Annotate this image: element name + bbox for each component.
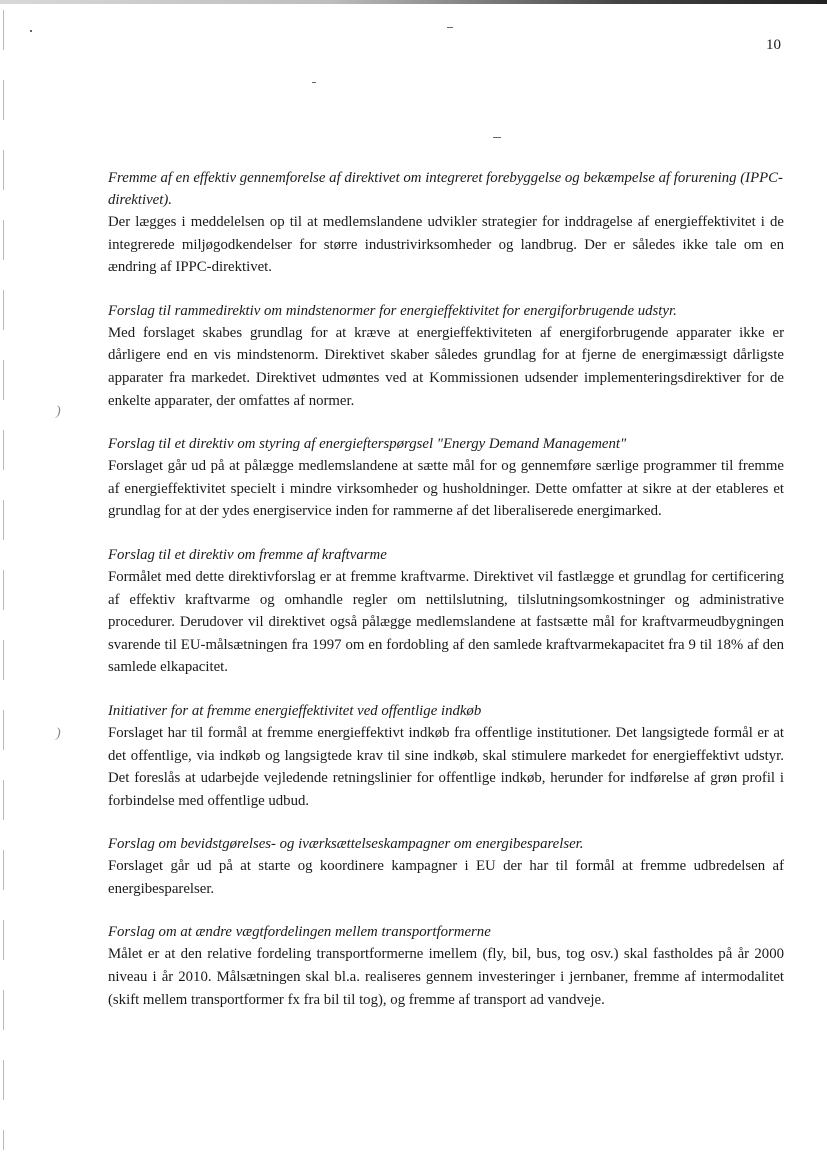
left-scan-edge: [3, 10, 4, 1150]
section-public-procurement: [108, 700, 784, 812]
section-body: Målet er at den relative fordeling transportformerne imellem (fly, bil, bus, tog osv.) skal fastholdes på år 2000 niveau i år 2010. Målsætningen skal bl.a. realiseres gennem investeringer i jernbaner, fremme af intermodalitet (skift mellem transportformer fx fra bil til tog), og fremme af transport ad vandveje.: [108, 946, 784, 1008]
section-demand-management: [108, 433, 784, 523]
section-body: Forslaget går ud på at starte og koordinere kampagner i EU der har til formål at fremme udbredelsen af energibesparelser.: [108, 858, 784, 897]
scan-speck: [30, 30, 32, 32]
section-cogeneration: [108, 544, 784, 679]
scan-speck: [312, 82, 316, 83]
scan-speck: [447, 27, 453, 28]
top-scan-rule: [0, 0, 827, 4]
section-transport-modes: [108, 921, 784, 1011]
section-title: Forslag til et direktiv om styring af energiefterspørgsel "Energy Demand Management": [108, 436, 627, 453]
margin-mark: ): [56, 404, 61, 419]
page-number: 10: [766, 37, 781, 53]
section-title: Forslag til et direktiv om fremme af kraftvarme: [108, 546, 387, 563]
section-body: Der lægges i meddelelsen op til at medlemslandene udvikler strategier for inddragelse af energieffektivitet i de integrerede miljøgodkendelser for større industrivirksomheder og landbrug. Der er således ikke tale om en ændring af IPPC-direktivet.: [108, 214, 784, 276]
section-title: Initiativer for at fremme energieffektivitet ved offentlige indkøb: [108, 702, 482, 719]
scan-speck: [493, 137, 501, 138]
section-body: Med forslaget skabes grundlag for at kræve at energieffektiviteten af energiforbrugende apparater ikke er dårligere end en vis mindstenorm. Direktivet skaber således grundlag for at fjerne de energimæssigt dårligste apparater fra markedet. Direktivet udmøntes ved at Kommissionen udsender implementeringsdirektiver for de enkelte apparater, der omfattes af normer.: [108, 324, 784, 409]
margin-mark: ): [56, 726, 61, 741]
section-body: Formålet med dette direktivforslag er at fremme kraftvarme. Direktivet vil fastlægge et grundlag for certificering af effektiv kraftvarme og omhandle regler om nettilslutning, tilslutningsomkostninger og administrative procedurer. Derudover vil direktivet også pålægge medlemslandene at fastsætte mål for kraftvarmeudbygningen svarende til EU-målsætningen fra 1997 om en fordobling af den samlede kraftvarmekapacitet fra 9 til 18% af den samlede elkapacitet.: [108, 568, 784, 676]
section-ippc: [108, 167, 784, 279]
section-title: Forslag om bevidstgørelses- og iværksættelseskampagner om energibesparelser.: [108, 836, 584, 853]
section-body: Forslaget går ud på at pålægge medlemslandene at sætte mål for og gennemføre særlige programmer til fremme af energieffektivitet specielt i mindre virksomheder og husholdninger. Dette omfatter at sikre at der etableres et grundlag for at der ydes energiservice inden for rammerne af det liberaliserede energimarked.: [108, 458, 784, 520]
section-title: Forslag til rammedirektiv om mindstenormer for energieffektivitet for energiforbrugende udstyr.: [108, 302, 677, 319]
section-minimum-standards: [108, 300, 784, 412]
document-body: [108, 167, 784, 1032]
section-title: Forslag om at ændre vægtfordelingen mellem transportformerne: [108, 924, 491, 941]
section-title: Fremme af en effektiv gennemforelse af direktivet om integreret forebyggelse og bekæmpelse af forurening (IPPC-direktivet).: [108, 170, 783, 208]
section-awareness-campaigns: [108, 833, 784, 900]
section-body: Forslaget har til formål at fremme energieffektivt indkøb fra offentlige institutioner. Det langsigtede formål er at det offentlige, via indkøb og langsigtede krav til sine indkøb, skal stimulere markedet for energieffektivt udstyr. Det foreslås at udarbejde vejledende retningslinier for offentlige indkøb, herunder for indførelse af grøn profil i forbindelse med offentlige udbud.: [108, 724, 784, 809]
